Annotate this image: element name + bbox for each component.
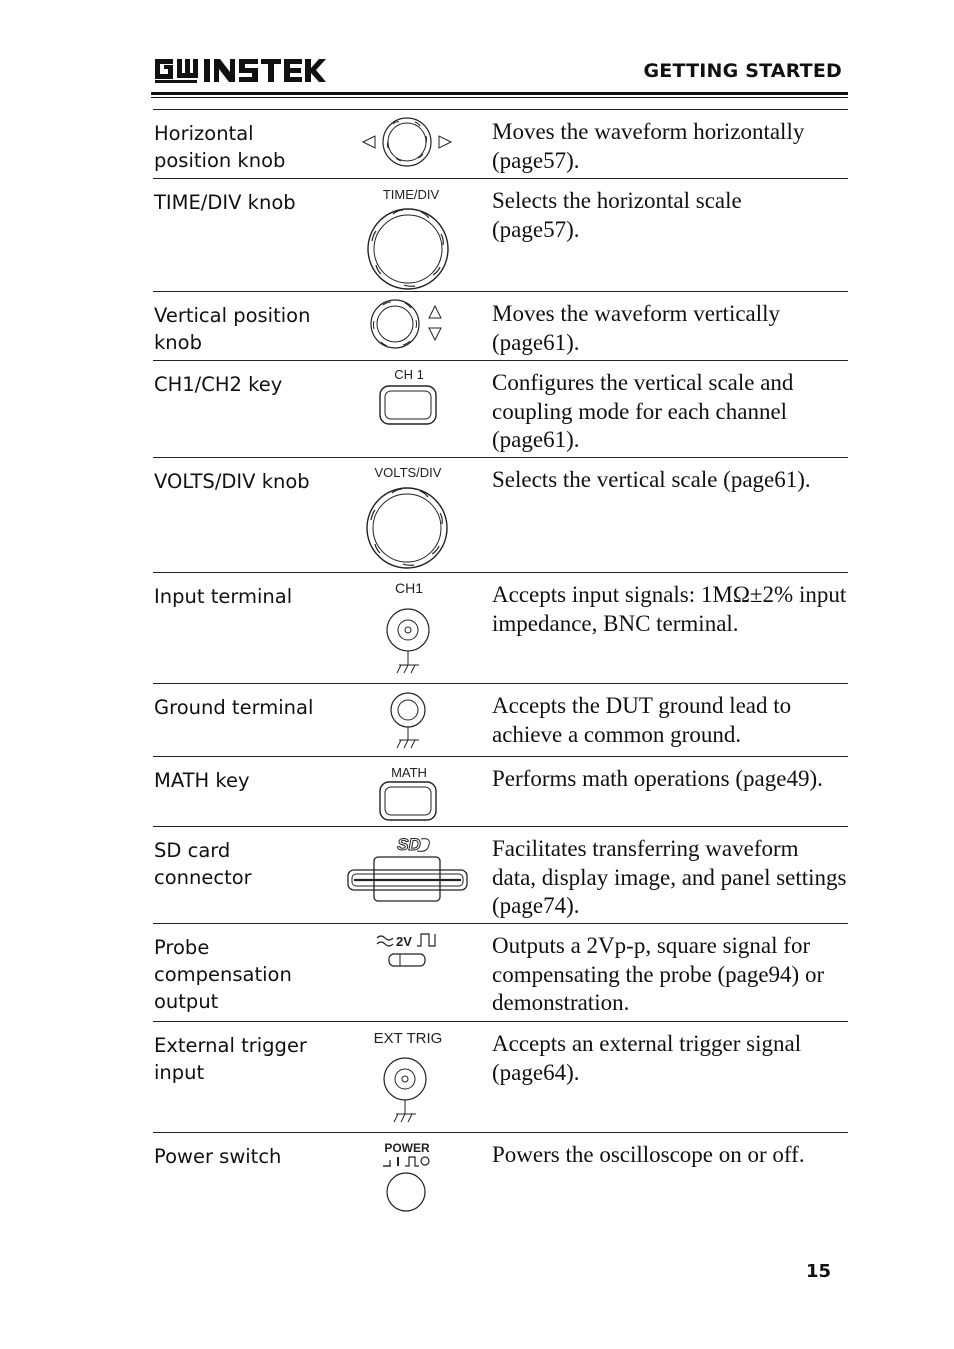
control-description: Accepts input signals: 1MΩ±2% input impedance, BNC terminal. (492, 582, 847, 636)
table-row (153, 1021, 848, 1132)
icon-label: CH 1 (394, 367, 424, 382)
table-row (153, 826, 848, 923)
time-div-knob-icon (343, 179, 483, 291)
control-description: Selects the vertical scale (page61). (492, 467, 811, 492)
control-description: Accepts the DUT ground lead to achieve a common ground. (492, 693, 792, 747)
control-name: TIME/DIV knob (154, 191, 296, 214)
control-name: Input terminal (154, 585, 293, 608)
control-name: VOLTS/DIV knob (154, 470, 310, 493)
page-number: 15 (805, 1261, 831, 1282)
icon-label: TIME/DIV (382, 187, 440, 202)
icon-label: 2V (396, 934, 412, 949)
probe-compensation-icon (343, 924, 483, 1021)
power-switch-icon (343, 1133, 483, 1228)
control-name: Ground terminal (154, 696, 314, 719)
control-name: Horizontal position knob (154, 122, 286, 172)
control-name: SD card connector (154, 839, 252, 889)
volts-div-knob-icon (343, 458, 483, 572)
sd-card-slot-icon (343, 827, 483, 923)
sd-logo (397, 835, 429, 854)
control-description: Facilitates transferring waveform data, display image, and panel settings (page74). (492, 836, 847, 918)
table-row (153, 683, 848, 756)
table-row (153, 572, 848, 683)
horizontal-position-knob-icon (343, 110, 483, 178)
control-name: External trigger input (154, 1034, 307, 1084)
control-name: Probe compensation output (154, 936, 292, 1013)
header-rule (151, 92, 848, 95)
header-rule-thin (151, 97, 848, 98)
gw-instek-logo (153, 55, 328, 83)
ext-trig-terminal-icon (343, 1022, 483, 1132)
control-description: Performs math operations (page49). (492, 766, 823, 791)
table-row (153, 923, 848, 1021)
icon-label: CH1 (394, 580, 424, 596)
control-name: MATH key (154, 769, 250, 792)
table-row (153, 756, 848, 826)
table-row (153, 291, 848, 360)
ground-terminal-icon (343, 684, 483, 756)
icon-label: EXT TRIG (373, 1030, 443, 1047)
control-name: CH1/CH2 key (154, 373, 283, 396)
control-description: Moves the waveform horizontally (page57). (492, 119, 805, 173)
controls-table (153, 109, 848, 1228)
vertical-position-knob-icon (343, 292, 483, 360)
table-row (153, 109, 848, 178)
control-name: Power switch (154, 1145, 282, 1168)
control-description: Outputs a 2Vp-p, square signal for compensating the probe (page94) or demonstration. (492, 933, 825, 1015)
control-description: Moves the waveform vertically (page61). (492, 301, 781, 355)
bnc-input-terminal-icon (343, 573, 483, 683)
control-description: Accepts an external trigger signal (page64). (492, 1031, 802, 1085)
table-row (153, 457, 848, 572)
icon-label: SD (397, 835, 421, 854)
ch1-key-icon (343, 361, 483, 457)
table-row (153, 1132, 848, 1228)
icon-label: MATH (391, 765, 427, 780)
table-row (153, 178, 848, 291)
section-title: GETTING STARTED (643, 60, 842, 82)
control-description: Configures the vertical scale and coupling mode for each channel (page61). (492, 370, 794, 452)
icon-label: VOLTS/DIV (374, 465, 442, 480)
math-key-icon (343, 757, 483, 826)
icon-label: POWER (384, 1141, 430, 1155)
control-name: Vertical position knob (154, 304, 311, 354)
table-row (153, 360, 848, 457)
control-description: Selects the horizontal scale (page57). (492, 188, 742, 242)
control-description: Powers the oscilloscope on or off. (492, 1142, 805, 1167)
